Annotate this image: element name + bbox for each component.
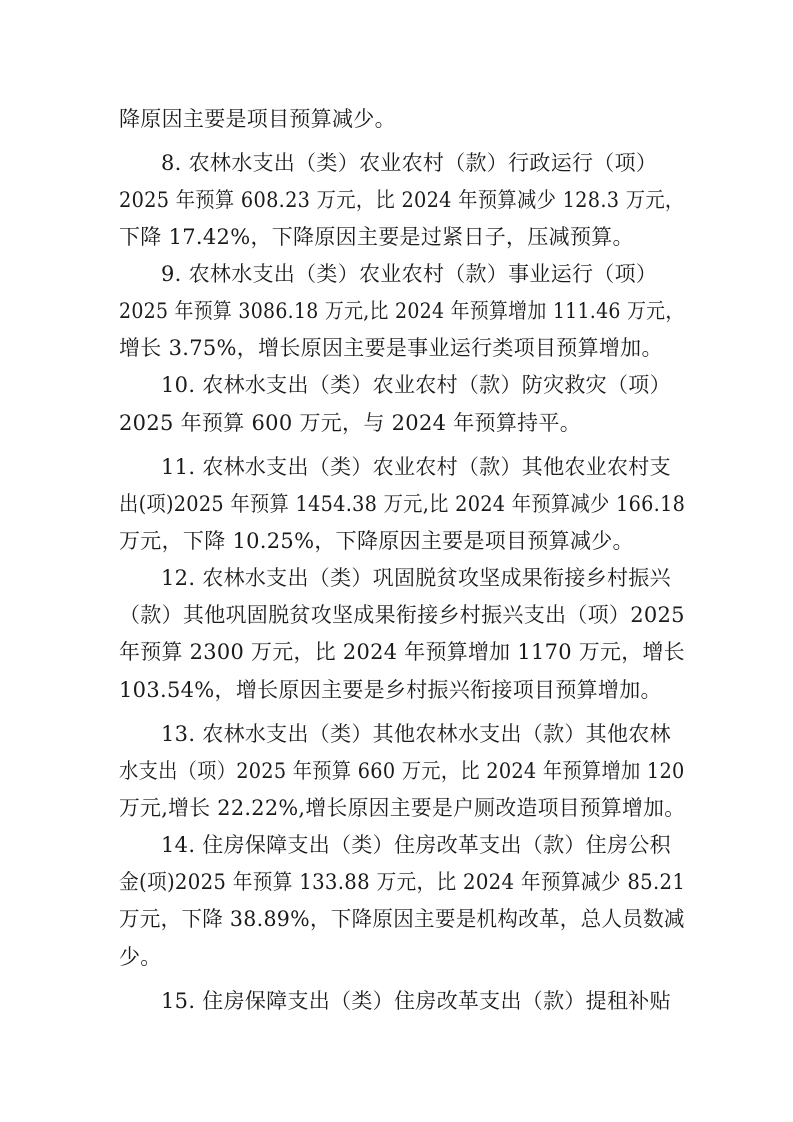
text-line: 出(项)2025 年预算 1454.38 万元,比 2024 年预算减少 166.18 — [119, 492, 686, 516]
text-line: 降原因主要是项目预算减少。 — [119, 107, 396, 131]
text-line: 少。 — [119, 945, 162, 969]
text-line: 金(项)2025 年预算 133.88 万元，比 2024 年预算减少 85.21 — [119, 870, 686, 894]
text-line: 2025 年预算 600 万元，与 2024 年预算持平。 — [119, 411, 582, 435]
text-line: 10. 农林水支出（类）农业农村（款）防灾救灾（项） — [161, 373, 671, 397]
text-line: 万元，下降 10.25%，下降原因主要是项目预算减少。 — [119, 529, 634, 553]
text-line: 水支出（项）2025 年预算 660 万元，比 2024 年预算增加 120 — [119, 759, 685, 783]
text-line: 13. 农林水支出（类）其他农林水支出（款）其他农林 — [161, 722, 671, 746]
text-line: 11. 农林水支出（类）农业农村（款）其他农业农村支 — [161, 455, 671, 479]
text-line: 103.54%，增长原因主要是乡村振兴衔接项目预算增加。 — [119, 678, 662, 702]
text-line: 15. 住房保障支出（类）住房改革支出（款）提租补贴 — [161, 989, 671, 1013]
text-line: 增长 3.75%，增长原因主要是事业运行类项目预算增加。 — [119, 336, 663, 360]
text-line: 年预算 2300 万元，比 2024 年预算增加 1170 万元，增长 — [119, 640, 685, 664]
text-line: 2025 年预算 608.23 万元，比 2024 年预算减少 128.3 万元， — [119, 188, 685, 212]
text-line: 12. 农林水支出（类）巩固脱贫攻坚成果衔接乡村振兴 — [161, 566, 671, 590]
text-line: 8. 农林水支出（类）农业农村（款）行政运行（项） — [161, 151, 658, 175]
text-line: 14. 住房保障支出（类）住房改革支出（款）住房公积 — [161, 833, 671, 857]
text-line: （款）其他巩固脱贫攻坚成果衔接乡村振兴支出（项）2025 — [119, 603, 685, 627]
text-line: 万元,增长 22.22%,增长原因主要是户厕改造项目预算增加。 — [119, 796, 686, 820]
text-line: 万元，下降 38.89%，下降原因主要是机构改革，总人员数减 — [119, 907, 685, 931]
text-line: 9. 农林水支出（类）农业农村（款）事业运行（项） — [161, 262, 658, 286]
text-line: 2025 年预算 3086.18 万元,比 2024 年预算增加 111.46 万元， — [119, 299, 685, 323]
text-line: 下降 17.42%，下降原因主要是过紧日子，压减预算。 — [119, 225, 634, 249]
